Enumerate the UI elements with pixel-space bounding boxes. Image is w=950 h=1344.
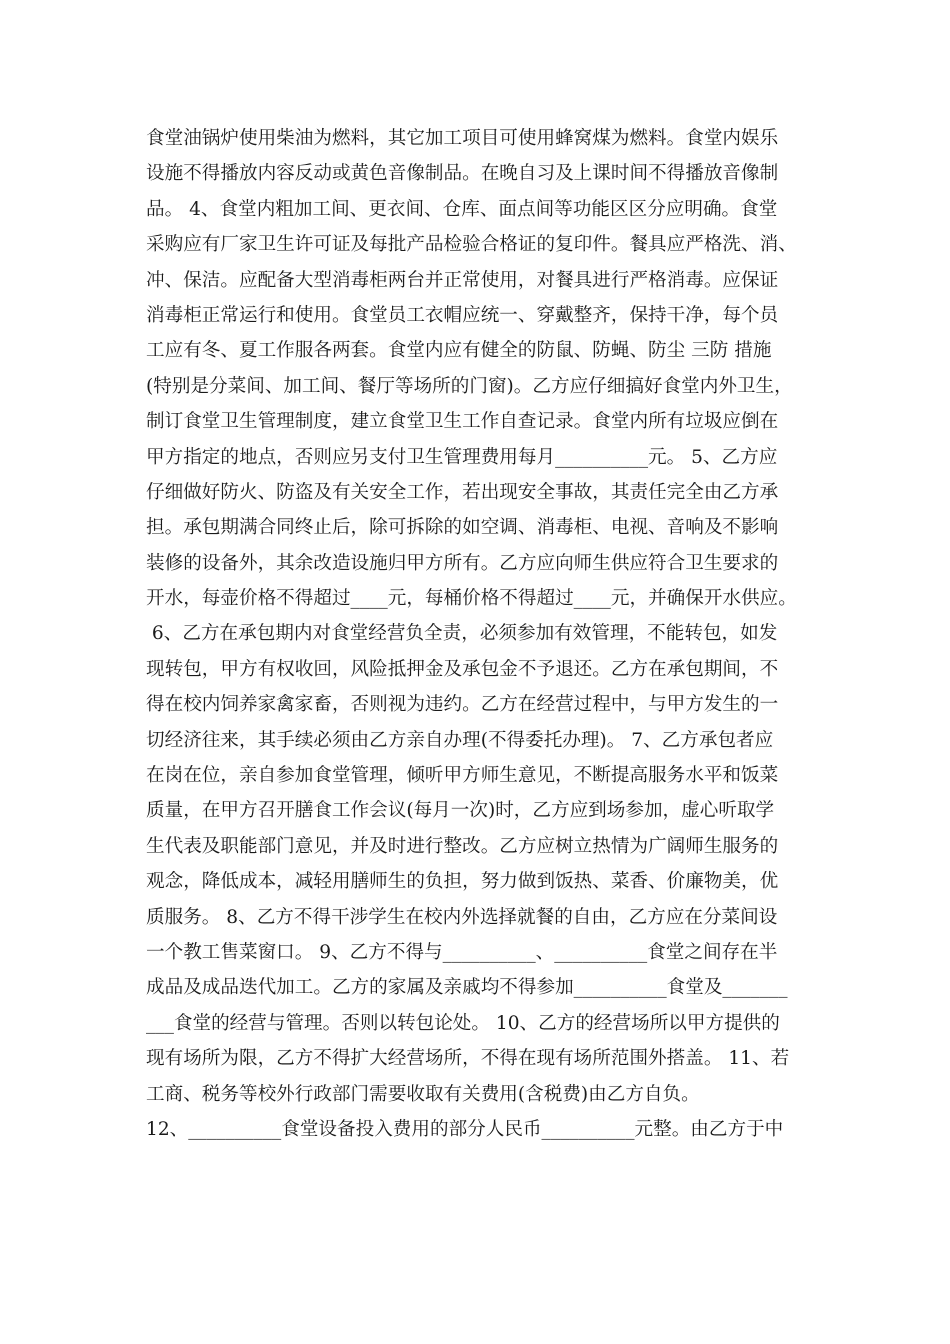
text-line: 12、__________食堂设备投入费用的部分人民币__________元整。由乙方于中 <box>146 1118 784 1140</box>
text-line: 现转包，甲方有权收回，风险抵押金及承包金不予退还。乙方在承包期间，不 <box>146 658 779 680</box>
text-line: 生代表及职能部门意见，并及时进行整改。乙方应树立热情为广阔师生服务的 <box>146 835 779 857</box>
text-line: 工应有冬、夏工作服各两套。食堂内应有健全的防鼠、防蝇、防尘 三防 措施 <box>146 340 772 362</box>
text-line: 食堂油锅炉使用柴油为燃料，其它加工项目可使用蜂窝煤为燃料。食堂内娱乐 <box>146 128 779 149</box>
text-line: 采购应有厂家卫生许可证及每批产品检验合格证的复印件。餐具应严格洗、消、 <box>146 234 797 256</box>
text-line: ___食堂的经营与管理。否则以转包论处。 10、乙方的经营场所以甲方提供的 <box>146 1012 780 1034</box>
text-line: 一个教工售菜窗口。 9、乙方不得与__________、__________食堂之间存在半 <box>146 941 778 963</box>
contract-body-text <box>146 121 816 1147</box>
text-line: 质服务。 8、乙方不得干涉学生在校内外选择就餐的自由，乙方应在分菜间设 <box>146 906 778 928</box>
text-line: 品。 4、食堂内粗加工间、更衣间、仓库、面点间等功能区区分应明确。食堂 <box>146 198 778 220</box>
text-line: 6、乙方在承包期内对食堂经营负全责，必须参加有效管理，不能转包，如发 <box>146 623 778 645</box>
text-line: 设施不得播放内容反动或黄色音像制品。在晚自习及上课时间不得播放音像制 <box>146 163 779 185</box>
text-line: 装修的设备外，其余改造设施归甲方所有。乙方应向师生供应符合卫生要求的 <box>146 552 779 574</box>
text-line: 仔细做好防火、防盗及有关安全工作，若出现安全事故，其责任完全由乙方承 <box>146 481 779 503</box>
text-line: 开水，每壶价格不得超过____元，每桶价格不得超过____元，并确保开水供应。 <box>146 588 797 610</box>
text-line: 担。承包期满合同终止后，除可拆除的如空调、消毒柜、电视、音响及不影响 <box>146 517 779 539</box>
text-line: 在岗在位，亲自参加食堂管理，倾听甲方师生意见，不断提高服务水平和饭菜 <box>146 765 779 787</box>
text-line: 工商、税务等校外行政部门需要收取有关费用(含税费)由乙方自负。 <box>146 1083 700 1105</box>
text-line: 得在校内饲养家禽家畜，否则视为违约。乙方在经营过程中，与甲方发生的一 <box>146 694 779 716</box>
text-line: 消毒柜正常运行和使用。食堂员工衣帽应统一、穿戴整齐，保持干净，每个员 <box>146 304 779 326</box>
text-line: 甲方指定的地点，否则应另支付卫生管理费用每月__________元。 5、乙方应 <box>146 446 778 468</box>
text-line: 质量，在甲方召开膳食工作会议(每月一次)时，乙方应到场参加，虚心听取学 <box>146 800 775 822</box>
text-line: 成品及成品迭代加工。乙方的家属及亲戚均不得参加__________食堂及_______ <box>146 977 788 999</box>
text-line: 制订食堂卫生管理制度，建立食堂卫生工作自查记录。食堂内所有垃圾应倒在 <box>146 411 779 433</box>
text-line: 现有场所为限，乙方不得扩大经营场所，不得在现有场所范围外搭盖。 11、若 <box>146 1048 790 1070</box>
text-line: (特别是分菜间、加工间、餐厅等场所的门窗)。乙方应仔细搞好食堂内外卫生， <box>146 375 793 397</box>
text-line: 冲、保洁。应配备大型消毒柜两台并正常使用，对餐具进行严格消毒。应保证 <box>146 269 779 291</box>
text-line: 观念，降低成本，减轻用膳师生的负担，努力做到饭热、菜香、价廉物美，优 <box>146 871 779 893</box>
text-line: 切经济往来，其手续必须由乙方亲自办理(不得委托办理)。 7、乙方承包者应 <box>146 729 774 751</box>
